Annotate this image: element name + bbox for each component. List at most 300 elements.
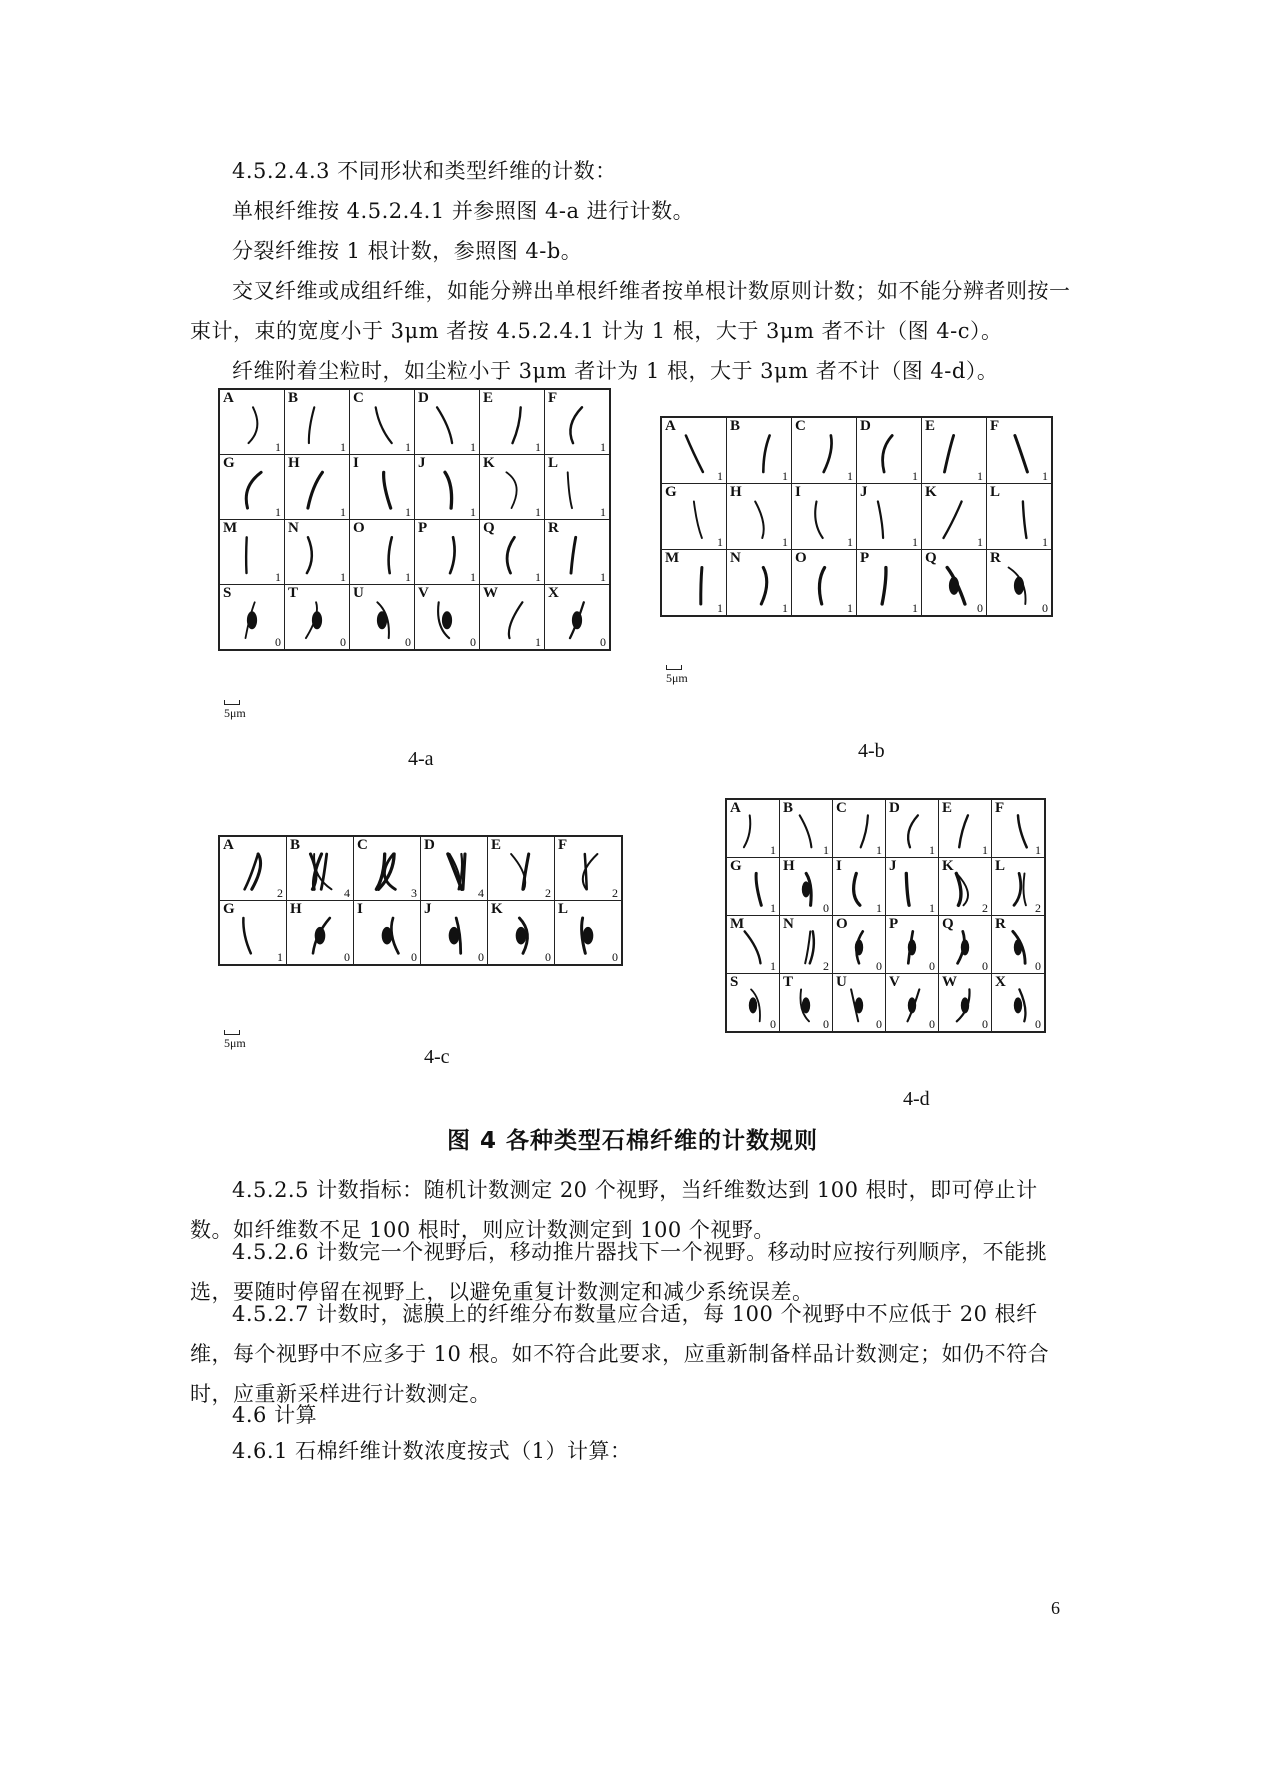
figure-4c-grid <box>218 835 623 966</box>
fiber-cell <box>421 836 488 901</box>
figure-label-4c: 4-c <box>424 1046 450 1068</box>
particle-blob <box>961 939 969 955</box>
cell-letter: W <box>483 585 498 601</box>
cell-count: 0 <box>411 950 417 964</box>
page-number: 6 <box>1051 1598 1060 1618</box>
fiber-strand <box>883 436 893 473</box>
cell-count: 1 <box>1035 843 1041 857</box>
cell-count: 0 <box>929 1017 935 1031</box>
scale-bar-4a: 5μm <box>224 700 246 721</box>
cell-letter: F <box>558 837 568 853</box>
fiber-cell <box>939 799 992 858</box>
fiber-cell <box>350 389 415 455</box>
particle-blob <box>312 611 322 629</box>
cell-count: 1 <box>717 469 723 483</box>
fiber-cell <box>480 389 545 455</box>
fiber-cell <box>992 916 1046 974</box>
particle-blob <box>802 881 810 897</box>
fiber-cell <box>833 916 886 974</box>
particle-blob <box>908 997 916 1013</box>
fiber-cell <box>857 550 922 617</box>
fiber-cell <box>545 585 611 651</box>
fiber-strand <box>311 854 316 889</box>
cell-letter: G <box>223 901 235 917</box>
fiber-cell <box>792 484 857 550</box>
fiber-strand <box>568 472 572 508</box>
cell-count: 1 <box>340 505 346 519</box>
fiber-cell <box>488 836 555 901</box>
fiber-cell <box>886 974 939 1033</box>
fiber-cell <box>415 520 480 585</box>
particle-blob <box>247 611 257 629</box>
cell-count: 2 <box>1035 901 1041 915</box>
cell-letter: J <box>418 455 426 471</box>
fiber-cell <box>555 901 623 966</box>
cell-count: 1 <box>782 469 788 483</box>
fiber-strand <box>944 502 962 539</box>
cell-count: 1 <box>823 843 829 857</box>
cell-count: 0 <box>344 950 350 964</box>
cell-letter: D <box>860 418 871 434</box>
cell-count: 1 <box>1042 535 1048 549</box>
fiber-cell <box>661 550 727 617</box>
cell-count: 0 <box>405 635 411 649</box>
cell-letter: D <box>424 837 435 853</box>
cell-count: 1 <box>977 469 983 483</box>
heading-4-6: 4.6 计算 <box>232 1403 318 1427</box>
cell-letter: Q <box>942 916 954 932</box>
paragraph-dust-fiber: 纤维附着尘粒时，如尘粒小于 3μm 者计为 1 根，大于 3μm 者不计（图 4-d）。 <box>232 359 999 383</box>
fiber-strand <box>1014 873 1021 905</box>
fiber-cell <box>354 836 421 901</box>
fiber-cell <box>545 455 611 520</box>
cell-count: 1 <box>717 601 723 615</box>
cell-letter: K <box>942 858 954 874</box>
cell-count: 4 <box>344 886 350 900</box>
cell-count: 1 <box>770 843 776 857</box>
cell-letter: L <box>995 858 1006 874</box>
cell-count: 0 <box>275 635 281 649</box>
cell-letter: A <box>223 837 234 853</box>
fiber-strand <box>376 407 392 443</box>
cell-letter: L <box>990 484 1001 500</box>
fiber-cell <box>939 916 992 974</box>
cell-letter: B <box>730 418 741 434</box>
fiber-cell <box>992 974 1046 1033</box>
cell-letter: U <box>353 585 364 601</box>
fiber-strand <box>815 502 822 539</box>
cell-letter: N <box>288 520 299 536</box>
cell-count: 1 <box>535 440 541 454</box>
figure-label-4d: 4-d <box>903 1088 930 1110</box>
cell-count: 0 <box>1042 601 1048 615</box>
particle-blob <box>855 939 863 955</box>
fiber-cell <box>726 799 780 858</box>
cell-letter: Q <box>925 550 937 566</box>
fiber-grid-table <box>218 835 623 966</box>
cell-count: 1 <box>912 469 918 483</box>
cell-letter: C <box>836 800 847 816</box>
fiber-strand <box>243 918 250 953</box>
fiber-strand <box>824 436 832 473</box>
cell-letter: R <box>995 916 1006 932</box>
cell-count: 0 <box>876 1017 882 1031</box>
cell-letter: K <box>925 484 937 500</box>
figure-caption: 图 4 各种类型石棉纤维的计数规则 <box>446 1128 819 1154</box>
particle-blob <box>749 997 757 1013</box>
fiber-strand <box>450 537 455 573</box>
cell-letter: U <box>836 974 847 990</box>
cell-letter: D <box>889 800 900 816</box>
fiber-strand <box>459 854 462 889</box>
fiber-strand <box>756 873 761 905</box>
particle-blob <box>315 927 326 945</box>
cell-letter: A <box>730 800 741 816</box>
cell-count: 1 <box>470 505 476 519</box>
particle-blob <box>442 611 452 629</box>
cell-letter: P <box>889 916 899 932</box>
fiber-cell <box>480 585 545 651</box>
fiber-strand <box>570 407 582 443</box>
cell-count: 1 <box>275 440 281 454</box>
fiber-cell <box>219 585 285 651</box>
cell-letter: F <box>548 390 558 406</box>
cell-count: 2 <box>823 959 829 973</box>
cell-letter: C <box>795 418 806 434</box>
particle-blob <box>572 611 582 629</box>
cell-count: 1 <box>405 570 411 584</box>
particle-blob <box>449 927 460 945</box>
particle-blob <box>382 927 393 945</box>
fiber-cell <box>922 417 987 484</box>
fiber-strand <box>463 854 465 889</box>
particle-blob <box>949 577 959 595</box>
cell-letter: B <box>783 800 794 816</box>
figure-4d-grid <box>725 798 1046 1033</box>
particle-blob <box>961 997 969 1013</box>
cell-letter: J <box>889 858 897 874</box>
fiber-strand <box>507 537 514 573</box>
cell-letter: S <box>223 585 232 601</box>
cell-letter: C <box>357 837 368 853</box>
fiber-strand <box>861 815 868 847</box>
fiber-cell <box>421 901 488 966</box>
fiber-cell <box>939 974 992 1033</box>
particle-blob <box>908 939 916 955</box>
fiber-cell <box>350 585 415 651</box>
fiber-cell <box>285 520 350 585</box>
fiber-strand <box>854 873 860 905</box>
cell-letter: J <box>860 484 868 500</box>
fiber-strand <box>763 436 769 473</box>
cell-letter: C <box>353 390 364 406</box>
fiber-grid-table <box>725 798 1046 1033</box>
fiber-strand <box>506 472 516 508</box>
cell-letter: O <box>353 520 365 536</box>
fiber-strand <box>391 918 398 953</box>
cell-letter: H <box>288 455 300 471</box>
fiber-cell <box>792 550 857 617</box>
fiber-strand <box>800 815 812 847</box>
fiber-cell <box>780 858 833 916</box>
fiber-cell <box>886 916 939 974</box>
fiber-cell <box>350 455 415 520</box>
cell-count: 1 <box>470 440 476 454</box>
cell-count: 1 <box>470 570 476 584</box>
paragraph-split-fiber: 分裂纤维按 1 根计数，参照图 4-b。 <box>232 239 583 263</box>
cell-letter: X <box>548 585 559 601</box>
fiber-cell <box>833 799 886 858</box>
fiber-strand <box>908 815 918 847</box>
fiber-strand <box>309 407 314 443</box>
cell-letter: T <box>288 585 299 601</box>
cell-count: 0 <box>823 1017 829 1031</box>
cell-letter: B <box>290 837 301 853</box>
fiber-strand <box>445 472 452 508</box>
cell-letter: S <box>730 974 739 990</box>
fiber-cell <box>857 417 922 484</box>
particle-blob <box>377 611 387 629</box>
fiber-cell <box>287 901 354 966</box>
cell-letter: M <box>223 520 238 536</box>
cell-letter: E <box>942 800 953 816</box>
particle-blob <box>1014 939 1022 955</box>
fiber-strand <box>882 568 886 605</box>
fiber-cell <box>780 799 833 858</box>
fiber-strand <box>755 502 764 539</box>
cell-letter: I <box>836 858 842 874</box>
cell-letter: G <box>223 455 235 471</box>
particle-blob <box>802 997 810 1013</box>
fiber-strand <box>959 815 968 847</box>
cell-count: 1 <box>876 843 882 857</box>
fiber-cell <box>350 520 415 585</box>
cell-count: 0 <box>977 601 983 615</box>
cell-count: 1 <box>912 601 918 615</box>
cell-count: 0 <box>876 959 882 973</box>
cell-letter: M <box>730 916 745 932</box>
cell-count: 0 <box>470 635 476 649</box>
fiber-cell <box>833 858 886 916</box>
cell-letter: V <box>418 585 429 601</box>
fiber-cell <box>992 858 1046 916</box>
paragraph-4-5-2-7: 4.5.2.7 计数时，滤膜上的纤维分布数量应合适，每 100 个视野中不应低于 20 根纤维，每个视野中不应多于 10 根。如不符合此要求，应重新制备样品计数测定；如仍不符合时，应重新采样进行计数测定。 <box>190 1302 1050 1406</box>
cell-letter: L <box>548 455 559 471</box>
fiber-cell <box>480 455 545 520</box>
fiber-cell <box>727 550 792 617</box>
heading-4-6-1: 4.6.1 石棉纤维计数浓度按式（1）计算： <box>232 1439 632 1463</box>
fiber-cell <box>857 484 922 550</box>
cell-count: 1 <box>340 440 346 454</box>
fiber-cell <box>415 389 480 455</box>
fiber-cell <box>545 389 611 455</box>
cell-count: 1 <box>275 570 281 584</box>
figure-4a-grid <box>218 388 611 651</box>
cell-letter: E <box>491 837 502 853</box>
cell-count: 1 <box>770 959 776 973</box>
fiber-strand <box>878 502 883 539</box>
cell-letter: K <box>483 455 495 471</box>
cell-letter: T <box>783 974 794 990</box>
cell-count: 0 <box>612 950 618 964</box>
fiber-strand <box>1023 873 1025 905</box>
scale-bar-4b: 5μm <box>666 665 688 686</box>
cell-letter: I <box>795 484 801 500</box>
cell-letter: B <box>288 390 299 406</box>
fiber-strand <box>307 537 312 573</box>
cell-count: 0 <box>1035 1017 1041 1031</box>
scale-bar-4c: 5μm <box>224 1030 246 1051</box>
fiber-cell <box>987 417 1053 484</box>
cell-count: 2 <box>612 886 618 900</box>
cell-letter: A <box>223 390 234 406</box>
particle-blob <box>516 927 527 945</box>
particle-blob <box>855 997 863 1013</box>
cell-count: 1 <box>847 469 853 483</box>
fiber-strand <box>249 407 258 443</box>
cell-count: 1 <box>782 601 788 615</box>
fiber-cell <box>726 858 780 916</box>
fiber-strand <box>701 568 702 605</box>
fiber-cell <box>285 585 350 651</box>
cell-count: 1 <box>782 535 788 549</box>
cell-count: 1 <box>405 440 411 454</box>
fiber-cell <box>886 799 939 858</box>
cell-count: 0 <box>823 901 829 915</box>
fiber-cell <box>219 455 285 520</box>
paragraph-4-5-2-6: 4.5.2.6 计数完一个视野后，移动推片器找下一个视野。移动时应按行列顺序，不能挑选，要随时停留在视野上，以避免重复计数测定和减少系统误差。 <box>190 1240 1048 1304</box>
cell-count: 1 <box>847 601 853 615</box>
cell-count: 1 <box>405 505 411 519</box>
particle-blob <box>1014 577 1024 595</box>
fiber-strand <box>246 472 261 508</box>
cell-letter: N <box>783 916 794 932</box>
cell-letter: G <box>730 858 742 874</box>
fiber-cell <box>792 417 857 484</box>
figure-label-4a: 4-a <box>408 748 434 770</box>
cell-letter: P <box>418 520 428 536</box>
cell-count: 2 <box>277 886 283 900</box>
cell-count: 0 <box>600 635 606 649</box>
fiber-strand <box>389 537 392 573</box>
fiber-cell <box>886 858 939 916</box>
cell-letter: F <box>990 418 1000 434</box>
fiber-cell <box>354 901 421 966</box>
cell-letter: M <box>665 550 680 566</box>
cell-letter: L <box>558 901 569 917</box>
fiber-cell <box>780 974 833 1033</box>
cell-letter: P <box>860 550 870 566</box>
fiber-cell <box>488 901 555 966</box>
fiber-strand <box>805 931 810 963</box>
fiber-cell <box>415 585 480 651</box>
cell-count: 1 <box>535 505 541 519</box>
fiber-strand <box>686 436 703 473</box>
cell-letter: K <box>491 901 503 917</box>
cell-letter: F <box>995 800 1005 816</box>
cell-letter: E <box>925 418 936 434</box>
fiber-strand <box>906 873 909 905</box>
fiber-cell <box>987 550 1053 617</box>
cell-count: 1 <box>1042 469 1048 483</box>
fiber-strand <box>945 436 954 473</box>
fiber-cell <box>922 550 987 617</box>
cell-count: 1 <box>876 901 882 915</box>
fiber-cell <box>833 974 886 1033</box>
cell-letter: I <box>353 455 359 471</box>
fiber-cell <box>987 484 1053 550</box>
fiber-cell <box>287 836 354 901</box>
paragraph-single-fiber: 单根纤维按 4.5.2.4.1 并参照图 4-a 进行计数。 <box>232 199 695 223</box>
cell-count: 0 <box>478 950 484 964</box>
fiber-cell <box>661 484 727 550</box>
paragraph-4-5-2-5: 4.5.2.5 计数指标：随机计数测定 20 个视野，当纤维数达到 100 根时，即可停止计数。如纤维数不足 100 根时，则应计数测定到 100 个视野。 <box>190 1178 1038 1242</box>
cell-count: 1 <box>977 535 983 549</box>
particle-blob <box>1014 997 1022 1013</box>
fiber-cell <box>727 484 792 550</box>
cell-count: 0 <box>982 1017 988 1031</box>
cell-count: 2 <box>545 886 551 900</box>
fiber-strand <box>1018 815 1027 847</box>
cell-count: 2 <box>982 901 988 915</box>
cell-letter: R <box>990 550 1001 566</box>
fiber-strand <box>585 854 587 889</box>
cell-count: 1 <box>912 535 918 549</box>
cell-count: 1 <box>600 570 606 584</box>
cell-count: 1 <box>717 535 723 549</box>
cell-letter: H <box>783 858 795 874</box>
fiber-grid-table <box>660 416 1053 617</box>
cell-count: 1 <box>770 901 776 915</box>
cell-count: 1 <box>535 635 541 649</box>
fiber-cell <box>727 417 792 484</box>
fiber-cell <box>726 974 780 1033</box>
cell-count: 0 <box>929 959 935 973</box>
cell-letter: A <box>665 418 676 434</box>
fiber-cell <box>545 520 611 585</box>
fiber-strand <box>571 537 576 573</box>
particle-blob <box>583 927 594 945</box>
fiber-cell <box>661 417 727 484</box>
fiber-strand <box>1015 436 1028 473</box>
fiber-strand <box>761 568 766 605</box>
cell-letter: H <box>290 901 302 917</box>
cell-letter: O <box>836 916 848 932</box>
cell-count: 0 <box>1035 959 1041 973</box>
fiber-cell <box>285 455 350 520</box>
cell-count: 0 <box>770 1017 776 1031</box>
cell-count: 1 <box>340 570 346 584</box>
fiber-cell <box>415 455 480 520</box>
cell-count: 1 <box>600 505 606 519</box>
fiber-strand <box>819 568 824 605</box>
fiber-strand <box>437 407 452 443</box>
cell-count: 1 <box>982 843 988 857</box>
cell-letter: W <box>942 974 957 990</box>
fiber-grid-table <box>218 388 611 651</box>
cell-letter: G <box>665 484 677 500</box>
cell-count: 1 <box>929 843 935 857</box>
fiber-strand <box>745 931 761 963</box>
cell-letter: V <box>889 974 900 990</box>
cell-count: 1 <box>600 440 606 454</box>
cell-count: 1 <box>535 570 541 584</box>
fiber-strand <box>384 472 391 508</box>
figure-4b-grid <box>660 416 1053 617</box>
fiber-cell <box>555 836 623 901</box>
cell-count: 1 <box>847 535 853 549</box>
cell-count: 1 <box>275 505 281 519</box>
